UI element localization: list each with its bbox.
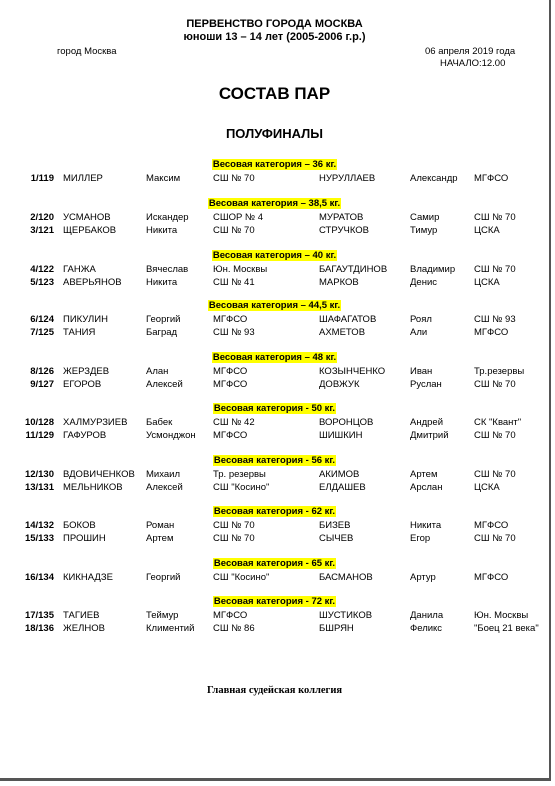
pair-row [0, 264, 551, 276]
pair-row [0, 482, 551, 494]
opponent-first-name: Артур [410, 572, 436, 583]
opponent-first-name: Александр [410, 173, 458, 184]
athlete-last-name: ЖЕРЗДЕВ [63, 366, 110, 377]
weight-category-text: Весовая категория – 36 кг. [212, 159, 337, 170]
city-label: город Москва [57, 46, 117, 57]
athlete-club: СШ № 42 [213, 417, 255, 428]
opponent-last-name: ШАФАГАТОВ [319, 314, 377, 325]
weight-category-label [0, 558, 549, 569]
pair-number: 15/133 [24, 533, 54, 544]
weight-category-label [0, 506, 549, 517]
opponent-first-name: Денис [410, 277, 438, 288]
pair-row [0, 430, 551, 442]
athlete-first-name: Бабек [146, 417, 173, 428]
pair-number: 2/120 [30, 212, 54, 223]
age-group-subtitle: юноши 13 – 14 лет (2005-2006 г.р.) [183, 31, 366, 43]
athlete-club: СШ № 70 [213, 533, 255, 544]
pair-row [0, 366, 551, 378]
pair-row [0, 314, 551, 326]
opponent-club: СШ № 93 [474, 314, 516, 325]
opponent-club: ЦСКА [474, 225, 500, 236]
opponent-first-name: Руслан [410, 379, 442, 390]
opponent-last-name: АКИМОВ [319, 469, 360, 480]
weight-category-text: Весовая категория – 48 кг. [212, 352, 337, 363]
opponent-first-name: Тимур [410, 225, 438, 236]
opponent-last-name: БАГАУТДИНОВ [319, 264, 388, 275]
round-title: ПОЛУФИНАЛЫ [225, 126, 324, 141]
athlete-first-name: Баград [146, 327, 178, 338]
athlete-first-name: Максим [146, 173, 181, 184]
athlete-club: СШ № 70 [213, 520, 255, 531]
athlete-last-name: КИКНАДЗЕ [63, 572, 113, 583]
weight-category-label [0, 198, 549, 209]
opponent-first-name: Артем [410, 469, 438, 480]
opponent-club: СШ № 70 [474, 469, 516, 480]
athlete-last-name: УСМАНОВ [63, 212, 111, 223]
opponent-club: Юн. Москвы [474, 610, 529, 621]
athlete-club: СШ № 70 [213, 173, 255, 184]
pair-row [0, 572, 551, 584]
opponent-last-name: ДОВЖУК [319, 379, 360, 390]
pair-row [0, 469, 551, 481]
weight-category-label [0, 352, 549, 363]
opponent-first-name: Владимир [410, 264, 456, 275]
athlete-club: МГФСО [213, 430, 248, 441]
weight-category-text: Весовая категория - 72 кг. [213, 596, 336, 607]
opponent-club: СШ № 70 [474, 430, 516, 441]
pair-number: 9/127 [30, 379, 54, 390]
athlete-club: Юн. Москвы [213, 264, 268, 275]
opponent-first-name: Арслан [410, 482, 443, 493]
athlete-last-name: ГАФУРОВ [63, 430, 107, 441]
weight-category-text: Весовая категория – 40 кг. [212, 250, 337, 261]
opponent-first-name: Иван [410, 366, 433, 377]
pair-number: 1/119 [30, 173, 54, 184]
pair-row [0, 417, 551, 429]
weight-category-text: Весовая категория – 38,5 кг. [208, 198, 341, 209]
athlete-last-name: ЖЕЛНОВ [63, 623, 105, 634]
pair-row [0, 212, 551, 224]
athlete-last-name: ПРОШИН [63, 533, 106, 544]
pair-number: 14/132 [24, 520, 54, 531]
opponent-last-name: ШУСТИКОВ [319, 610, 373, 621]
athlete-last-name: ХАЛМУРЗИЕВ [63, 417, 128, 428]
weight-category-label [0, 300, 549, 311]
athlete-last-name: МИЛЛЕР [63, 173, 103, 184]
athlete-first-name: Никита [146, 277, 178, 288]
pair-number: 7/125 [30, 327, 54, 338]
athlete-first-name: Михаил [146, 469, 180, 480]
opponent-first-name: Егор [410, 533, 431, 544]
championship-title: ПЕРВЕНСТВО ГОРОДА МОСКВА [186, 18, 363, 30]
opponent-club: МГФСО [474, 173, 509, 184]
opponent-club: МГФСО [474, 520, 509, 531]
pair-number: 12/130 [24, 469, 54, 480]
weight-category-text: Весовая категория - 65 кг. [213, 558, 336, 569]
athlete-club: Тр. резервы [213, 469, 266, 480]
pair-number: 17/135 [24, 610, 54, 621]
athlete-first-name: Никита [146, 225, 178, 236]
athlete-club: МГФСО [213, 379, 248, 390]
opponent-club: ЦСКА [474, 277, 500, 288]
athlete-last-name: ЕГОРОВ [63, 379, 102, 390]
pair-number: 3/121 [30, 225, 54, 236]
athlete-first-name: Алексей [146, 482, 183, 493]
pair-row [0, 379, 551, 391]
pair-row [0, 520, 551, 532]
pair-row [0, 623, 551, 635]
athlete-club: СШОР № 4 [213, 212, 264, 223]
opponent-first-name: Али [410, 327, 428, 338]
opponent-club: ЦСКА [474, 482, 500, 493]
opponent-first-name: Роял [410, 314, 432, 325]
athlete-first-name: Алан [146, 366, 169, 377]
weight-category-text: Весовая категория - 62 кг. [213, 506, 336, 517]
athlete-last-name: ЩЕРБАКОВ [63, 225, 117, 236]
athlete-last-name: ПИКУЛИН [63, 314, 108, 325]
opponent-club: "Боец 21 века" [474, 623, 539, 634]
opponent-first-name: Никита [410, 520, 442, 531]
athlete-club: МГФСО [213, 366, 248, 377]
athlete-club: СШ "Косино" [213, 572, 270, 583]
weight-category-label [0, 455, 549, 466]
athlete-club: СШ № 41 [213, 277, 255, 288]
opponent-last-name: ШИШКИН [319, 430, 363, 441]
athlete-last-name: ВДОВИЧЕНКОВ [63, 469, 135, 480]
pair-number: 4/122 [30, 264, 54, 275]
opponent-last-name: МАРКОВ [319, 277, 359, 288]
document-title: СОСТАВ ПАР [218, 84, 331, 103]
opponent-last-name: БШРЯН [319, 623, 354, 634]
athlete-first-name: Искандер [146, 212, 189, 223]
athlete-club: СШ "Косино" [213, 482, 270, 493]
pair-row [0, 225, 551, 237]
weight-category-label [0, 159, 549, 170]
athlete-last-name: ТАГИЕВ [63, 610, 100, 621]
athlete-last-name: ТАНИЯ [63, 327, 96, 338]
athlete-first-name: Роман [146, 520, 175, 531]
athlete-club: СШ № 86 [213, 623, 255, 634]
pair-number: 18/136 [24, 623, 54, 634]
opponent-first-name: Самир [410, 212, 440, 223]
pair-row [0, 173, 551, 185]
opponent-first-name: Дмитрий [410, 430, 449, 441]
opponent-last-name: БАСМАНОВ [319, 572, 373, 583]
pair-number: 16/134 [24, 572, 54, 583]
weight-category-label [0, 596, 549, 607]
opponent-last-name: СЫЧЕВ [319, 533, 354, 544]
athlete-last-name: ГАНЖА [63, 264, 96, 275]
athlete-first-name: Георгий [146, 572, 181, 583]
athlete-first-name: Теймур [146, 610, 179, 621]
athlete-first-name: Климентий [146, 623, 195, 634]
opponent-club: СШ № 70 [474, 264, 516, 275]
start-time: НАЧАЛО:12.00 [440, 58, 506, 69]
athlete-club: СШ № 93 [213, 327, 255, 338]
opponent-club: МГФСО [474, 327, 509, 338]
pair-row [0, 327, 551, 339]
athlete-first-name: Усмонджон [146, 430, 196, 441]
opponent-last-name: МУРАТОВ [319, 212, 364, 223]
weight-category-label [0, 250, 549, 261]
opponent-club: СК "Квант" [474, 417, 522, 428]
opponent-club: СШ № 70 [474, 212, 516, 223]
opponent-club: Тр.резервы [474, 366, 525, 377]
pair-number: 5/123 [30, 277, 54, 288]
opponent-last-name: КОЗЫНЧЕНКО [319, 366, 386, 377]
weight-category-text: Весовая категория - 50 кг. [213, 403, 336, 414]
opponent-first-name: Андрей [410, 417, 443, 428]
athlete-last-name: МЕЛЬНИКОВ [63, 482, 123, 493]
pair-number: 11/129 [25, 430, 54, 441]
athlete-first-name: Георгий [146, 314, 181, 325]
pair-number: 6/124 [30, 314, 54, 325]
pair-row [0, 610, 551, 622]
judges-signature: Главная судейская коллегия [206, 685, 343, 696]
athlete-club: МГФСО [213, 314, 248, 325]
event-date: 06 апреля 2019 года [425, 46, 516, 57]
athlete-club: СШ № 70 [213, 225, 255, 236]
opponent-first-name: Данила [410, 610, 444, 621]
opponent-last-name: СТРУЧКОВ [319, 225, 369, 236]
opponent-club: СШ № 70 [474, 379, 516, 390]
athlete-first-name: Артем [146, 533, 174, 544]
athlete-last-name: АВЕРЬЯНОВ [63, 277, 122, 288]
opponent-last-name: БИЗЕВ [319, 520, 351, 531]
opponent-first-name: Феликс [410, 623, 443, 634]
weight-category-label [0, 403, 549, 414]
athlete-first-name: Алексей [146, 379, 183, 390]
weight-category-text: Весовая категория - 56 кг. [213, 455, 336, 466]
weight-category-text: Весовая категория – 44,5 кг. [208, 300, 341, 311]
opponent-last-name: НУРУЛЛАЕВ [319, 173, 376, 184]
athlete-first-name: Вячеслав [146, 264, 189, 275]
opponent-club: СШ № 70 [474, 533, 516, 544]
pair-row [0, 277, 551, 289]
pair-number: 8/126 [30, 366, 54, 377]
opponent-last-name: ЕЛДАШЕВ [319, 482, 366, 493]
opponent-last-name: АХМЕТОВ [319, 327, 366, 338]
opponent-last-name: ВОРОНЦОВ [319, 417, 374, 428]
pair-row [0, 533, 551, 545]
opponent-club: МГФСО [474, 572, 509, 583]
athlete-last-name: БОКОВ [63, 520, 96, 531]
athlete-club: МГФСО [213, 610, 248, 621]
pair-number: 13/131 [24, 482, 54, 493]
pair-number: 10/128 [24, 417, 54, 428]
